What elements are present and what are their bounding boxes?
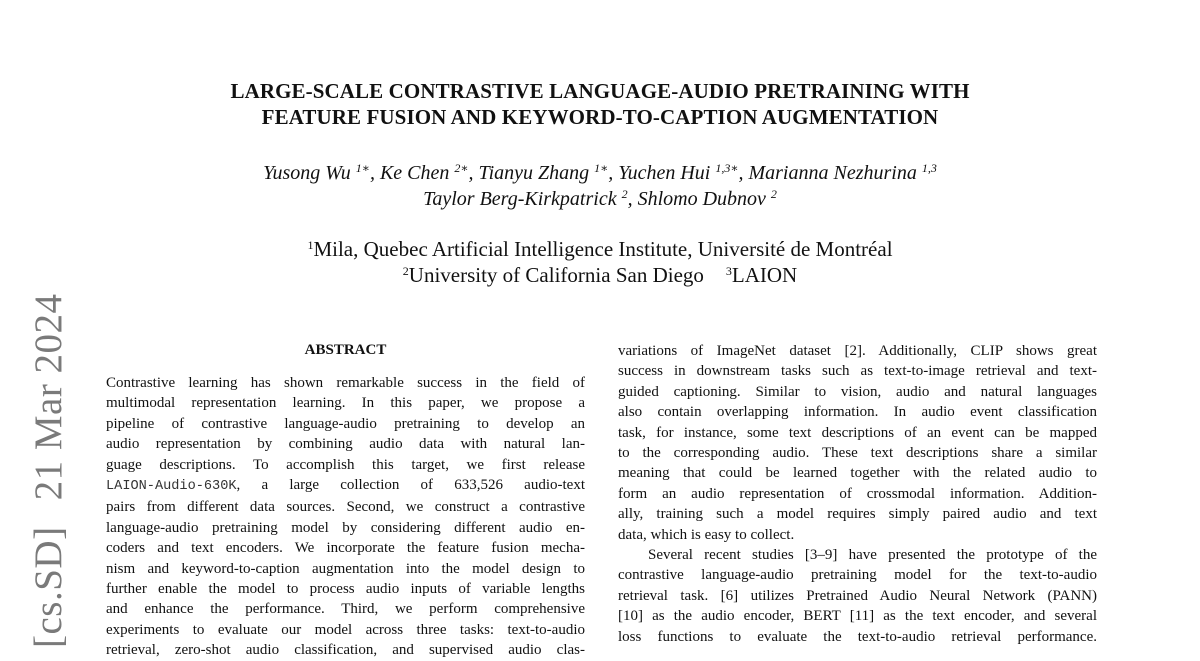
author-line-1: Yusong Wu $^{1∗}$, Ke Chen $^{2∗}$, Tianyu Zhang $^{1∗}$, Yuchen Hui $^{1,3∗}$, Marianna Nezhurina $^{1,3}$: [263, 161, 937, 184]
dataset-name: LAION-Audio-630K: [106, 479, 237, 495]
author-affil-marker: 2: [621, 187, 628, 201]
text-line: to the corresponding audio. These text descriptions share a similar: [618, 445, 1097, 462]
text-line: also contain overlapping information. In audio event classification: [618, 404, 1097, 421]
affiliation-name: Mila, Quebec Artificial Intelligence Institute, Université de Montréal: [313, 237, 893, 261]
abstract-column: [106, 341, 585, 661]
intro-paragraph-1: [618, 341, 1097, 545]
affil-marker: 2: [402, 264, 409, 278]
text-line: retrieval, zero-shot audio classification, and supervised audio clas-: [106, 642, 585, 659]
text-line: loss functions to evaluate the text-to-audio retrieval performance.: [618, 628, 1097, 645]
author-list: [0, 160, 1200, 212]
text-line: data, which is easy to collect.: [618, 526, 795, 543]
intro-paragraph-2: [618, 545, 1097, 647]
arxiv-category: [cs.SD]: [27, 526, 70, 648]
text-line: further enable the model to process audio inputs of variable lengths: [106, 581, 585, 598]
text-line: variations of ImageNet dataset [2]. Additionally, CLIP shows great: [618, 343, 1097, 359]
text-line: coders and text encoders. We incorporate the feature fusion mecha-: [106, 540, 585, 557]
author-affil-marker: 2∗: [454, 161, 469, 175]
text-line: audio representation by combining audio data with natural lan-: [106, 436, 585, 453]
abstract-paragraph: [106, 373, 585, 661]
title-line-2: FEATURE FUSION AND KEYWORD-TO-CAPTION AUGMENTATION: [261, 105, 939, 129]
text-line: language-audio pretraining model by considering different audio en-: [106, 519, 585, 536]
text-line: [10] as the audio encoder, BERT [11] as the text encoder, and several: [618, 608, 1097, 625]
text-line: guage descriptions. To accomplish this target, we first release: [106, 456, 585, 473]
author-affil-marker: 1∗: [594, 161, 609, 175]
author-affil-marker: 1,3∗: [715, 161, 739, 175]
author-name: Yusong Wu: [263, 162, 351, 184]
affiliation-line-2: [0, 262, 1200, 288]
paper-title: [0, 78, 1200, 130]
text-line: ally, training such a model requires simply paired audio and text: [618, 506, 1097, 523]
text-line: [106, 475, 585, 497]
arxiv-watermark: [26, 293, 72, 648]
author-affil-marker: 1,3: [921, 161, 937, 175]
affiliation-name: LAION: [731, 263, 798, 287]
text-line: experiments to evaluate our model across three tasks: text-to-audio: [106, 621, 585, 638]
affiliation-name: University of California San Diego: [408, 263, 704, 287]
abstract-heading: ABSTRACT: [304, 342, 387, 358]
text-line: success in downstream tasks such as text-to-image retrieval and text-: [618, 363, 1097, 380]
affiliation-line-1: [0, 236, 1200, 262]
affil-marker: 1: [307, 238, 314, 252]
text-line: meaning that could be learned together with the related audio to: [618, 465, 1097, 482]
affil-marker: 3: [725, 264, 732, 278]
text-line: pairs from different data sources. Second, we construct a contrastive: [106, 499, 585, 516]
intro-column: [618, 341, 1097, 647]
text-line: nism and keyword-to-caption augmentation into the model design to: [106, 560, 585, 577]
author-line-2: Taylor Berg-Kirkpatrick $^2$, Shlomo Dubnov $^2$: [423, 187, 777, 210]
text-line: retrieval task. [6] utilizes Pretrained Audio Neural Network (PANN): [618, 587, 1097, 604]
author-affil-marker: 1∗: [355, 161, 370, 175]
author-name: Shlomo Dubnov: [637, 188, 766, 210]
text-line: contrastive language-audio pretraining model for the text-to-audio: [618, 567, 1097, 584]
affiliation-list: [0, 236, 1200, 288]
text-line: and enhance the performance. Third, we perform comprehensive: [106, 601, 585, 618]
author-name: Marianna Nezhurina: [748, 162, 917, 184]
author-affil-marker: 2: [770, 187, 777, 201]
author-name: Tianyu Zhang: [478, 162, 590, 184]
text-line: pipeline of contrastive language-audio pretraining to develop an: [106, 415, 585, 432]
text-fragment: , a large collection of 633,526 audio-text: [236, 477, 585, 494]
author-name: Ke Chen: [379, 162, 450, 184]
text-line: guided captioning. Similar to vision, audio and natural languages: [618, 383, 1097, 400]
arxiv-date: 21 Mar 2024: [27, 293, 70, 501]
title-line-1: LARGE-SCALE CONTRASTIVE LANGUAGE-AUDIO PRETRAINING WITH: [230, 79, 970, 103]
author-name: Yuchen Hui: [618, 162, 711, 184]
author-name: Taylor Berg-Kirkpatrick: [423, 188, 617, 210]
text-line: Contrastive learning has shown remarkable success in the field of: [106, 375, 585, 391]
text-line: Several recent studies [3–9] have presented the prototype of the: [648, 547, 1097, 564]
text-line: multimodal representation learning. In this paper, we propose a: [106, 395, 585, 412]
text-line: form an audio representation of crossmodal information. Addition-: [618, 485, 1097, 502]
text-line: task, for instance, some text descriptions of an event can be mapped: [618, 424, 1097, 441]
